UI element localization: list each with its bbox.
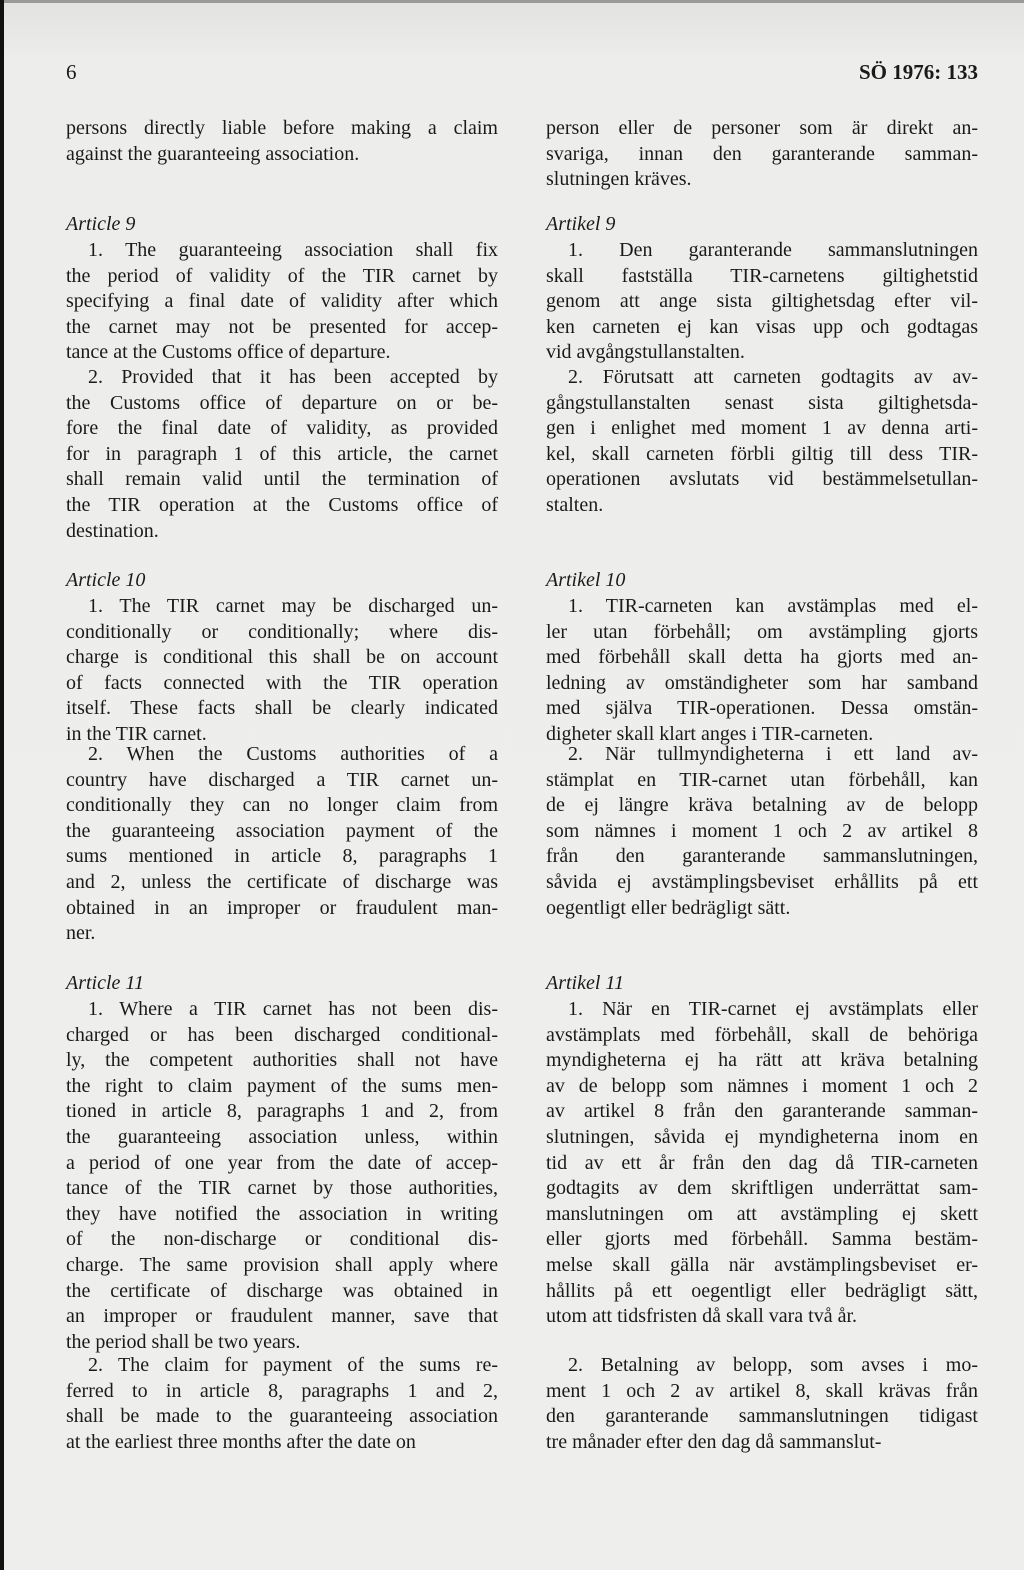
article-11-paragraph-2-line: at the earliest three months after the date on bbox=[66, 1430, 416, 1453]
document-series-reference: SÖ 1976: 133 bbox=[858, 60, 978, 84]
artikel-11-paragraph-1-line: manslutningen om att avstämpling ej skett bbox=[546, 1202, 978, 1225]
artikel-11-paragraph-1-line: avstämplats med förbehåll, skall de behöriga bbox=[546, 1023, 978, 1046]
artikel-10-paragraph-1-line: ledning av omständigheter som har samband bbox=[546, 671, 978, 694]
article-10-paragraph-1-line: conditionally or conditionally; where dis- bbox=[66, 620, 498, 643]
article-11-paragraph-1-line: tance of the TIR carnet by those authorities, bbox=[66, 1177, 498, 1200]
article-10-paragraph-2-line: ner. bbox=[66, 922, 96, 945]
artikel-9-paragraph-2-line: 2. Förutsatt att carneten godtagits av av- bbox=[568, 366, 978, 388]
article-11-paragraph-1-line: ly, the competent authorities shall not have bbox=[66, 1049, 498, 1072]
artikel-10-paragraph-2-line: från den garanterande sammanslutningen, bbox=[546, 845, 978, 868]
article-11-paragraph-1-line: of the non-discharge or conditional dis- bbox=[66, 1228, 498, 1251]
artikel-10-paragraph-2-line: 2. När tullmyndigheterna i ett land av- bbox=[568, 743, 978, 765]
article-11-paragraph-1-line: the certificate of discharge was obtained in bbox=[66, 1279, 498, 1302]
english-intro-line: persons directly liable before making a claim bbox=[66, 117, 498, 139]
article-11-paragraph-1-line: a period of one year from the date of accep- bbox=[66, 1151, 498, 1174]
article-9-paragraph-1-line: tance at the Customs office of departure. bbox=[66, 341, 391, 364]
artikel-9-paragraph-2-line: kel, skall carneten förbli giltig till dess TIR- bbox=[546, 442, 978, 465]
artikel-11-paragraph-1-line: 1. När en TIR-carnet ej avstämplats eller bbox=[568, 998, 978, 1020]
artikel-9-paragraph-2-line: gen i enlighet med moment 1 av denna arti- bbox=[546, 417, 978, 440]
article-10-paragraph-2-line: sums mentioned in article 8, paragraphs 1 bbox=[66, 845, 498, 868]
artikel-11-paragraph-1-line: eller gjorts med förbehåll. Samma bestäm- bbox=[546, 1228, 978, 1251]
article-11-paragraph-1-line: the right to claim payment of the sums men- bbox=[66, 1074, 498, 1097]
artikel-11-paragraph-1-line: av de belopp som nämnes i moment 1 och 2 bbox=[546, 1074, 978, 1097]
artikel-11-paragraph-2-line: ment 1 och 2 av artikel 8, skall krävas från bbox=[546, 1379, 978, 1402]
article-10-paragraph-1-line: of facts connected with the TIR operation bbox=[66, 671, 498, 694]
article-11-paragraph-2-line: 2. The claim for payment of the sums re- bbox=[88, 1354, 498, 1376]
article-9-paragraph-2-line: the Customs office of departure on or be- bbox=[66, 391, 498, 414]
article-9-paragraph-1-line: 1. The guaranteeing association shall fix bbox=[88, 239, 498, 261]
article-10-paragraph-1-line: itself. These facts shall be clearly indicated bbox=[66, 697, 498, 720]
article-11-paragraph-1-line: the period shall be two years. bbox=[66, 1330, 301, 1353]
english-intro-line: against the guaranteeing association. bbox=[66, 142, 360, 165]
article-11-heading: Article 11 bbox=[66, 972, 144, 994]
artikel-10-paragraph-1-line: med förbehåll skall detta ha gjorts med an- bbox=[546, 646, 978, 669]
artikel-10-paragraph-2-line: stämplat en TIR-carnet utan förbehåll, kan bbox=[546, 768, 978, 791]
artikel-9-paragraph-2-line: operationen avslutats vid bestämmelsetullan- bbox=[546, 468, 978, 491]
artikel-9-paragraph-1-line: ken carneten ej kan visas upp och godtagas bbox=[546, 315, 978, 338]
article-10-paragraph-1-line: in the TIR carnet. bbox=[66, 723, 207, 745]
article-11-paragraph-1-line: they have notified the association in writing bbox=[66, 1202, 498, 1225]
article-10-paragraph-2-line: 2. When the Customs authorities of a bbox=[88, 743, 498, 765]
artikel-10-paragraph-2-line: som nämnes i moment 1 och 2 av artikel 8 bbox=[546, 819, 978, 842]
artikel-10-paragraph-1-line: 1. TIR-carneten kan avstämplas med el- bbox=[568, 595, 978, 617]
artikel-10-paragraph-1-line: digheter skall klart anges i TIR-carneten. bbox=[546, 723, 874, 745]
article-9-heading: Article 9 bbox=[66, 213, 136, 235]
article-10-paragraph-2-line: country have discharged a TIR carnet un- bbox=[66, 768, 498, 791]
article-9-paragraph-1-line: the carnet may not be presented for accep- bbox=[66, 315, 498, 338]
swedish-intro-line: person eller de personer som är direkt an- bbox=[546, 117, 978, 139]
article-9-paragraph-1-line: the period of validity of the TIR carnet by bbox=[66, 264, 498, 287]
artikel-10-paragraph-2-line: såvida ej avstämplingsbeviset erhållits på ett bbox=[546, 871, 978, 893]
artikel-11-paragraph-1-line: tid av ett år från den dag då TIR-carneten bbox=[546, 1151, 978, 1174]
article-9-paragraph-2-line: the TIR operation at the Customs office of bbox=[66, 494, 498, 516]
article-11-paragraph-1-line: charged or has been discharged conditional- bbox=[66, 1023, 498, 1046]
artikel-11-heading: Artikel 11 bbox=[546, 972, 624, 994]
swedish-intro-line: slutningen kräves. bbox=[546, 168, 692, 191]
article-9-paragraph-2-line: 2. Provided that it has been accepted by bbox=[88, 366, 498, 388]
artikel-9-paragraph-1-line: skall fastställa TIR-carnetens giltighetstid bbox=[546, 264, 978, 287]
artikel-11-paragraph-1-line: utom att tidsfristen då skall vara två år. bbox=[546, 1305, 858, 1328]
artikel-9-paragraph-2-line: gångstullanstalten senast sista giltighetsda- bbox=[546, 391, 978, 414]
article-9-paragraph-2-line: shall remain valid until the termination of bbox=[66, 468, 498, 491]
artikel-10-paragraph-1-line: ler utan förbehåll; om avstämpling gjorts bbox=[546, 620, 978, 643]
article-11-paragraph-1-line: an improper or fraudulent manner, save that bbox=[66, 1305, 498, 1328]
artikel-11-paragraph-1-line: melse skall gälla när avstämplingsbeviset er- bbox=[546, 1254, 978, 1276]
artikel-10-paragraph-2-line: de ej längre kräva betalning av de belopp bbox=[546, 794, 978, 817]
article-11-paragraph-1-line: the guaranteeing association unless, within bbox=[66, 1126, 498, 1148]
article-9-paragraph-2-line: fore the final date of validity, as provided bbox=[66, 417, 498, 440]
artikel-11-paragraph-1-line: godtagits av dem skriftligen underrättat sam- bbox=[546, 1177, 978, 1200]
artikel-11-paragraph-2-line: tre månader efter den dag då sammanslut- bbox=[546, 1430, 882, 1453]
article-11-paragraph-2-line: ferred to in article 8, paragraphs 1 and 2, bbox=[66, 1379, 498, 1402]
artikel-9-paragraph-1-line: vid avgångstullanstalten. bbox=[546, 341, 745, 364]
article-9-paragraph-1-line: specifying a final date of validity after which bbox=[66, 290, 498, 313]
artikel-11-paragraph-1-line: slutningen, såvida ej myndigheterna inom en bbox=[546, 1126, 978, 1148]
artikel-10-paragraph-2-line: oegentligt eller bedrägligt sätt. bbox=[546, 896, 791, 919]
artikel-9-paragraph-2-line: stalten. bbox=[546, 494, 604, 516]
artikel-11-paragraph-1-line: hållits på ett oegentligt eller bedrägligt sätt, bbox=[546, 1279, 978, 1302]
article-10-heading: Article 10 bbox=[66, 569, 146, 591]
article-11-paragraph-1-line: 1. Where a TIR carnet has not been dis- bbox=[88, 998, 498, 1020]
article-10-paragraph-1-line: 1. The TIR carnet may be discharged un- bbox=[88, 595, 498, 617]
article-10-paragraph-2-line: and 2, unless the certificate of discharge was bbox=[66, 871, 498, 893]
article-10-paragraph-2-line: obtained in an improper or fraudulent man- bbox=[66, 896, 498, 919]
article-11-paragraph-2-line: shall be made to the guaranteeing association bbox=[66, 1405, 498, 1428]
artikel-11-paragraph-2-line: den garanterande sammanslutningen tidigast bbox=[546, 1405, 978, 1428]
artikel-9-heading: Artikel 9 bbox=[546, 213, 616, 235]
article-11-paragraph-1-line: tioned in article 8, paragraphs 1 and 2, from bbox=[66, 1100, 498, 1123]
article-9-paragraph-2-line: destination. bbox=[66, 519, 159, 542]
artikel-9-paragraph-1-line: genom att ange sista giltighetsdag efter vil- bbox=[546, 290, 978, 313]
artikel-10-heading: Artikel 10 bbox=[546, 569, 626, 591]
article-9-paragraph-2-line: for in paragraph 1 of this article, the carnet bbox=[66, 442, 498, 465]
article-10-paragraph-1-line: charge is conditional this shall be on account bbox=[66, 646, 498, 669]
scan-top-edge bbox=[4, 0, 1024, 3]
article-10-paragraph-2-line: conditionally they can no longer claim from bbox=[66, 794, 498, 817]
swedish-intro-line: svariga, innan den garanterande samman- bbox=[546, 142, 978, 165]
artikel-9-paragraph-1-line: 1. Den garanterande sammanslutningen bbox=[568, 239, 978, 261]
article-10-paragraph-2-line: the guaranteeing association payment of the bbox=[66, 819, 498, 842]
page-number: 6 bbox=[66, 60, 77, 84]
artikel-11-paragraph-1-line: av artikel 8 från den garanterande samman- bbox=[546, 1100, 978, 1123]
artikel-11-paragraph-1-line: myndigheterna ej ha rätt att kräva betalning bbox=[546, 1049, 978, 1072]
article-11-paragraph-1-line: charge. The same provision shall apply where bbox=[66, 1254, 498, 1276]
artikel-11-paragraph-2-line: 2. Betalning av belopp, som avses i mo- bbox=[568, 1354, 978, 1376]
artikel-10-paragraph-1-line: med själva TIR-operationen. Dessa omstän- bbox=[546, 697, 978, 720]
